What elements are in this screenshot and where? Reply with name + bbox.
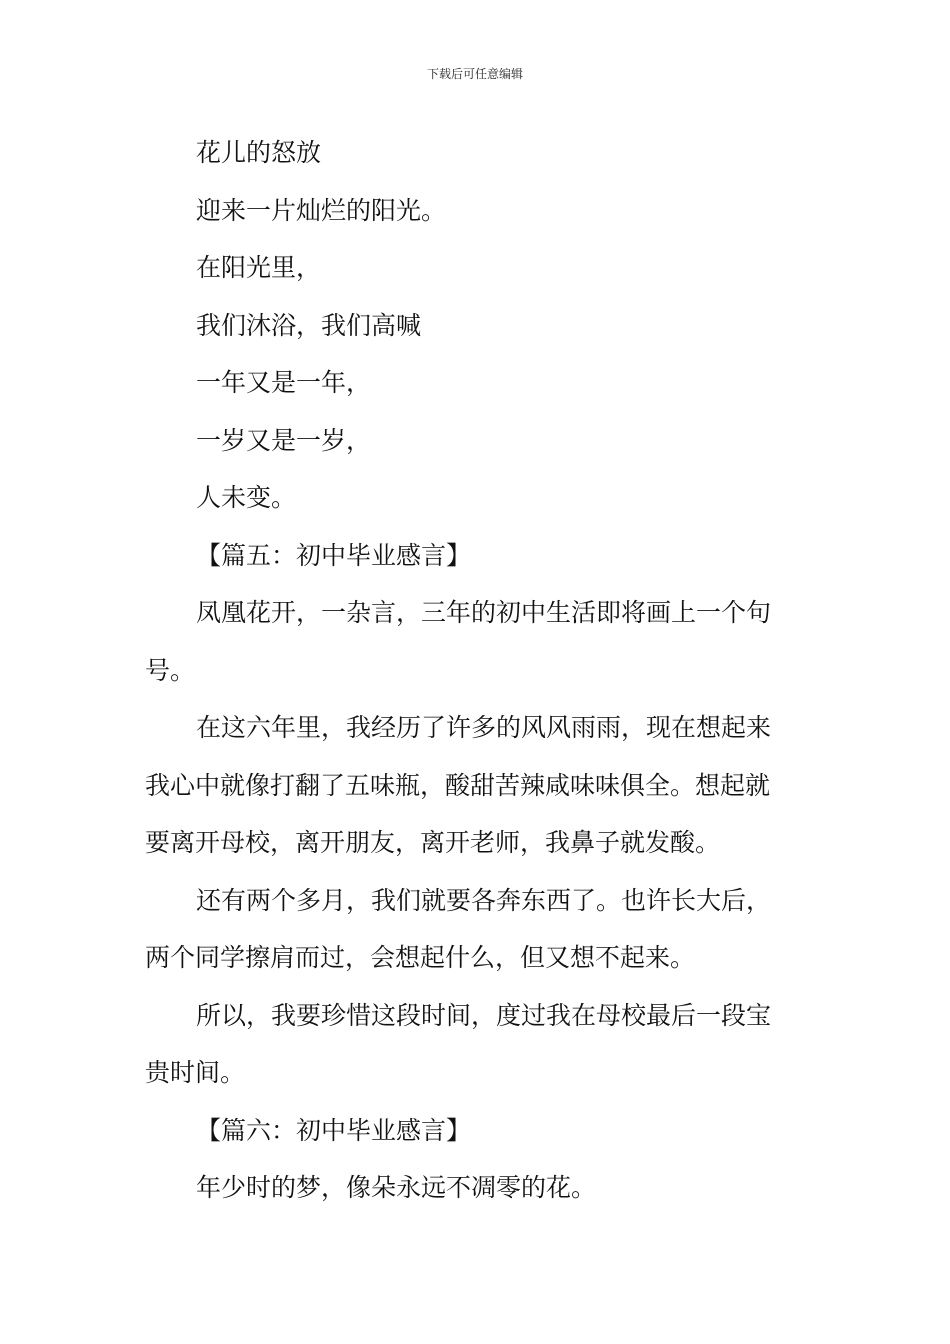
poem-line: 在阳光里， (196, 253, 322, 282)
paragraph-line: 要离开母校，离开朋友，离开老师，我鼻子就发酸。 (145, 828, 721, 857)
paragraph-line: 我心中就像打翻了五味瓶，酸甜苦辣咸味味俱全。想起就 (145, 770, 771, 800)
document-body (145, 124, 807, 1217)
poem-line: 迎来一片灿烂的阳光。 (196, 195, 447, 225)
poem-line: 一岁又是一岁， (196, 425, 372, 455)
section-heading-6: 【篇六：初中毕业感言】 (196, 1115, 472, 1145)
poem-line: 一年又是一年， (196, 368, 372, 397)
poem-line: 人未变。 (196, 483, 297, 512)
paragraph-line: 在这六年里，我经历了许多的风风雨雨，现在想起来 (196, 713, 772, 742)
paragraph-line: 所以，我要珍惜这段时间，度过我在母校最后一段宝 (196, 1000, 772, 1030)
paragraph-line: 号。 (145, 655, 196, 685)
paragraph-line: 年少时的梦，像朵永远不凋零的花。 (196, 1173, 597, 1202)
paragraph-line: 凤凰花开，一杂言，三年的初中生活即将画上一个句 (196, 598, 772, 627)
page-header: 下载后可任意编辑 (426, 67, 523, 81)
paragraph-line: 还有两个多月，我们就要各奔东西了。也许长大后， (196, 885, 772, 915)
poem-line: 我们沐浴，我们高喊 (196, 310, 422, 340)
paragraph-line: 两个同学擦肩而过，会想起什么，但又想不起来。 (145, 943, 696, 972)
section-heading-5: 【篇五：初中毕业感言】 (196, 540, 472, 570)
paragraph-line: 贵时间。 (145, 1058, 246, 1087)
poem-line: 花儿的怒放 (196, 138, 322, 167)
